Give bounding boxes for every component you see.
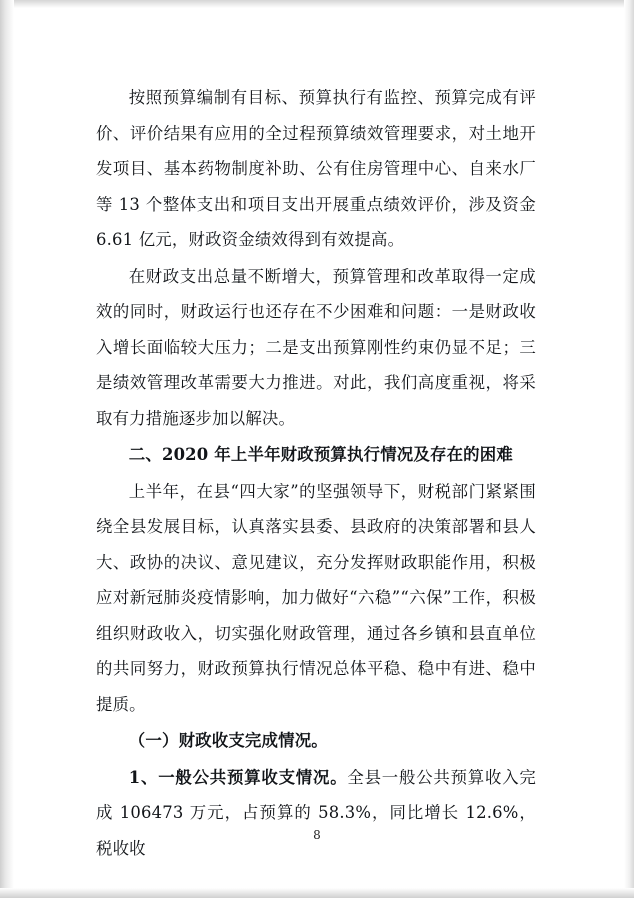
paragraph-first-half-overview: 上半年，在县“四大家”的坚强领导下，财税部门紧紧围绕全县发展目标，认真落实县委、县政府的决策部署和县人大、政协的决议、意见建议，充分发挥财政职能作用，积极应对新冠肺炎疫情影响，加力做好“六稳”“六保”工作，积极组织财政收入，切实强化财政管理，通过各乡镇和县直单位的共同努力，财政预算执行情况总体平稳、稳中有进、稳中提质。: [96, 481, 536, 714]
paragraph-fiscal-difficulties: 在财政支出总量不断增大，预算管理和改革取得一定成效的同时，财政运行也还存在不少困难和问题：一是财政收入增长面临较大压力；二是支出预算刚性约束仍显不足；三是绩效管理改革需要大力推进。对此，我们高度重视，将采取有力措施逐步加以解决。: [96, 266, 536, 428]
scan-edge-bottom: [0, 888, 634, 898]
subsection-heading-one: （一）财政收支完成情况。: [128, 731, 328, 750]
page-number: 8: [313, 828, 321, 842]
scan-edge-left: [0, 0, 14, 898]
scan-edge-right: [624, 0, 634, 898]
document-body: [96, 80, 536, 866]
paragraph-general-public-budget: [96, 760, 536, 867]
scan-edge-top: [0, 0, 634, 8]
section-heading-two: 二、2020 年上半年财政预算执行情况及存在的困难: [128, 445, 513, 464]
paragraph-lead-text: 全县一般公共预算收入完成 106473 万元，占预算的 58.3%，同比增长 12.6%，税收收: [96, 767, 536, 858]
paragraph-budget-performance: 按照预算编制有目标、预算执行有监控、预算完成有评价、评价结果有应用的全过程预算绩效管理要求，对土地开发项目、基本药物制度补助、公有住房管理中心、自来水厂等 13 个整体支出和项目支出开展重点绩效评价，涉及资金 6.61 亿元，财政资金绩效得到有效提高。: [96, 88, 536, 249]
paragraph-lead-label: 1、一般公共预算收支情况。: [128, 767, 348, 787]
